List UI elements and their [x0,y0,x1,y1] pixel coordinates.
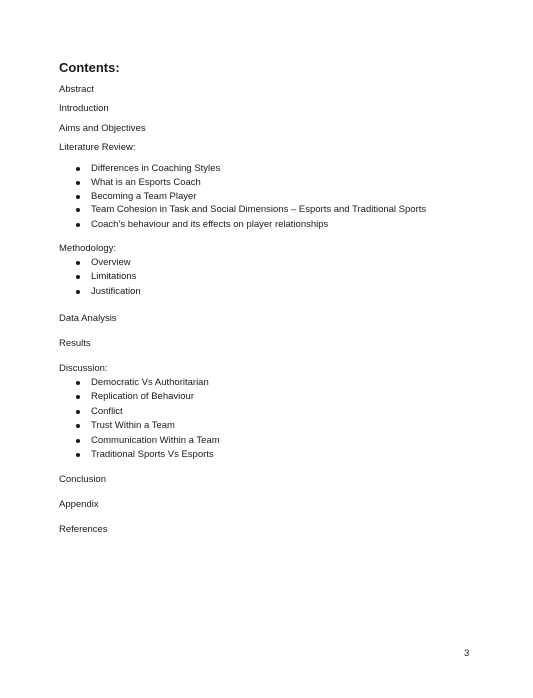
toc-entry-results: Results [59,338,91,349]
list-item: Trust Within a Team [0,420,220,432]
discussion-list [0,377,220,461]
list-item: Overview [0,257,141,269]
toc-entry-appendix: Appendix [59,499,99,510]
list-item: Replication of Behaviour [0,391,220,403]
bullet-icon [76,381,80,385]
list-item: Traditional Sports Vs Esports [0,449,220,461]
list-item: Conflict [0,406,220,418]
methodology-list [0,257,141,298]
toc-entry-references: References [59,524,108,535]
page-number: 3 [464,648,470,659]
toc-entry-literature-review: Literature Review: [59,142,136,153]
toc-entry-introduction: Introduction [59,103,109,114]
list-item: Democratic Vs Authoritarian [0,377,220,389]
bullet-icon [76,290,80,294]
bullet-icon [76,275,80,279]
bullet-icon [76,424,80,428]
bullet-icon [76,208,80,212]
toc-entry-conclusion: Conclusion [59,474,106,485]
list-item: Becoming a Team Player [0,191,426,203]
bullet-icon [76,453,80,457]
bullet-icon [76,223,80,227]
list-item: Differences in Coaching Styles [0,163,426,175]
bullet-icon [76,410,80,414]
toc-entry-data-analysis: Data Analysis [59,313,117,324]
bullet-icon [76,167,80,171]
toc-entry-discussion: Discussion: [59,363,108,374]
contents-heading: Contents: [59,60,120,75]
list-item: Justification [0,286,141,298]
list-item: What is an Esports Coach [0,177,426,189]
list-item: Coach’s behaviour and its effects on player relationships [0,219,426,231]
list-item: Communication Within a Team [0,435,220,447]
bullet-icon [76,195,80,199]
bullet-icon [76,181,80,185]
literature-review-list [0,163,426,231]
list-item: Team Cohesion in Task and Social Dimensions – Esports and Traditional Sports [0,204,426,216]
bullet-icon [76,439,80,443]
list-item: Limitations [0,271,141,283]
bullet-icon [76,395,80,399]
toc-entry-abstract: Abstract [59,84,94,95]
toc-entry-methodology: Methodology: [59,243,117,254]
bullet-icon [76,261,80,265]
toc-entry-aims: Aims and Objectives [59,123,146,134]
